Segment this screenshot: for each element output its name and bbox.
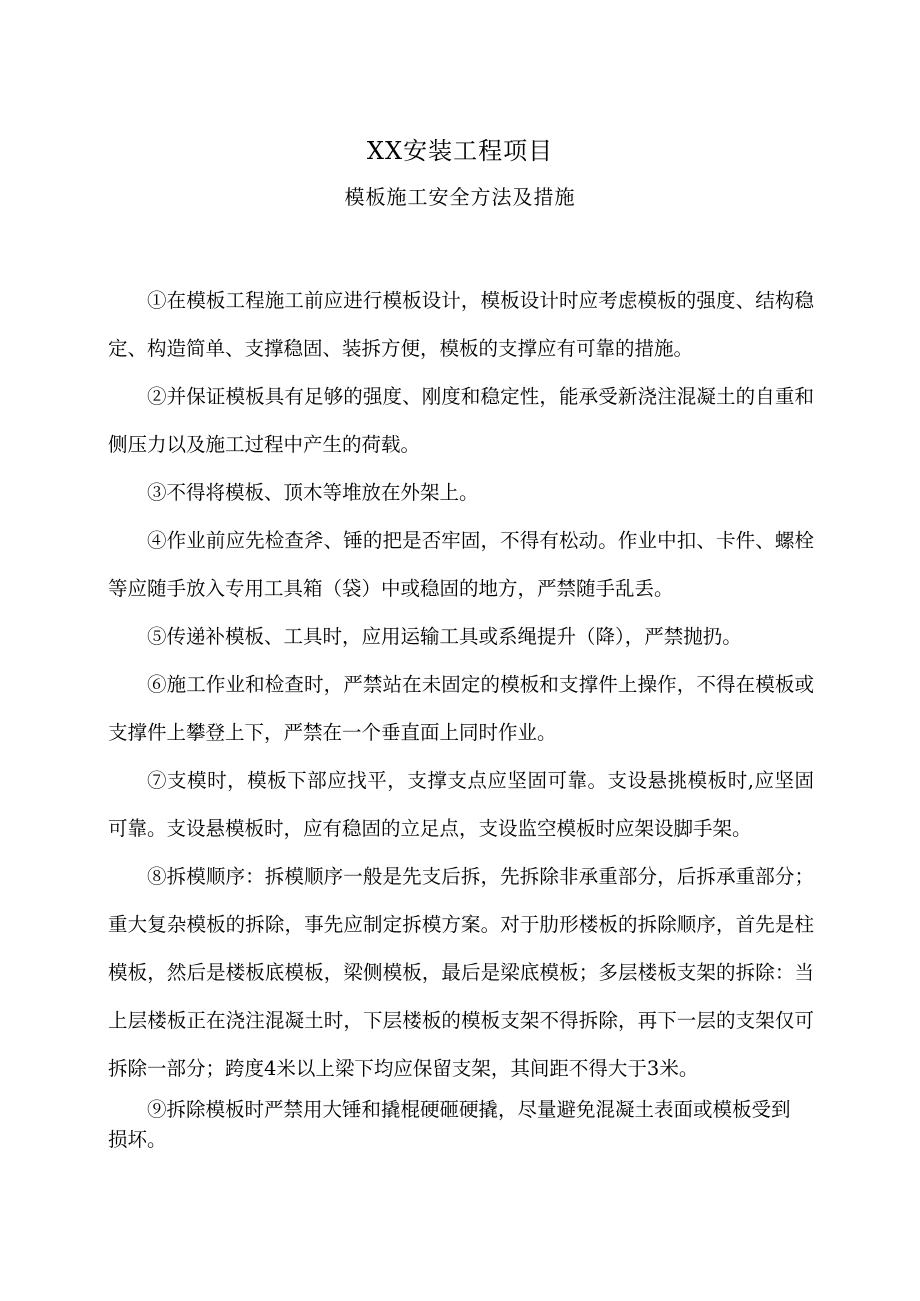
document-subtitle: 模板施工安全方法及措施: [344, 185, 576, 209]
paragraph-5: ⑤传递补模板、工具时，应用运输工具或系绳提升（降），严禁抛扔。: [147, 625, 742, 648]
paragraph-7: ⑦支模时，模板下部应找平，支撑支点应坚固可靠。支设悬挑模板时,应坚固可靠。支设悬模板时，应有稳固的立足点，支设监空模板时应架设脚手架。: [108, 769, 814, 840]
paragraph-6: ⑥施工作业和检查时，严禁站在未固定的模板和支撑件上操作，不得在模板或支撑件上攀登上下，严禁在一个垂直面上同时作业。: [108, 673, 814, 744]
paragraph-2: ②并保证模板具有足够的强度、刚度和稳定性，能承受新浇注混凝土的自重和侧压力以及施工过程中产生的荷载。: [108, 385, 814, 456]
paragraph-1: ①在模板工程施工前应进行模板设计，模板设计时应考虑模板的强度、结构稳定、构造简单、支撑稳固、装拆方便，模板的支撑应有可靠的措施。: [108, 289, 814, 360]
paragraph-4: ④作业前应先检查斧、锤的把是否牢固，不得有松动。作业中扣、卡件、螺栓等应随手放入专用工具箱（袋）中或稳固的地方，严禁随手乱丢。: [108, 529, 814, 600]
document-title: XX安装工程项目: [366, 137, 554, 165]
document-body: [108, 277, 814, 1155]
paragraph-8: ⑧拆模顺序：拆模顺序一般是先支后拆，先拆除非承重部分，后拆承重部分；重大复杂模板的拆除，事先应制定拆模方案。对于肋形楼板的拆除顺序，首先是柱模板，然后是楼板底模板，梁侧模板，最后是梁底模板；多层楼板支架的拆除：当上层楼板正在浇注混凝土时，下层楼板的模板支架不得拆除，再下一层的支架仅可拆除一部分；跨度4米以上梁下均应保留支架，其间距不得大于3米。: [108, 865, 814, 1080]
paragraph-3: ③不得将模板、顶木等堆放在外架上。: [147, 481, 479, 504]
paragraph-9: ⑨拆除模板时严禁用大锤和撬棍硬砸硬撬，尽量避免混凝土表面或模板受到损坏。: [108, 1098, 791, 1151]
